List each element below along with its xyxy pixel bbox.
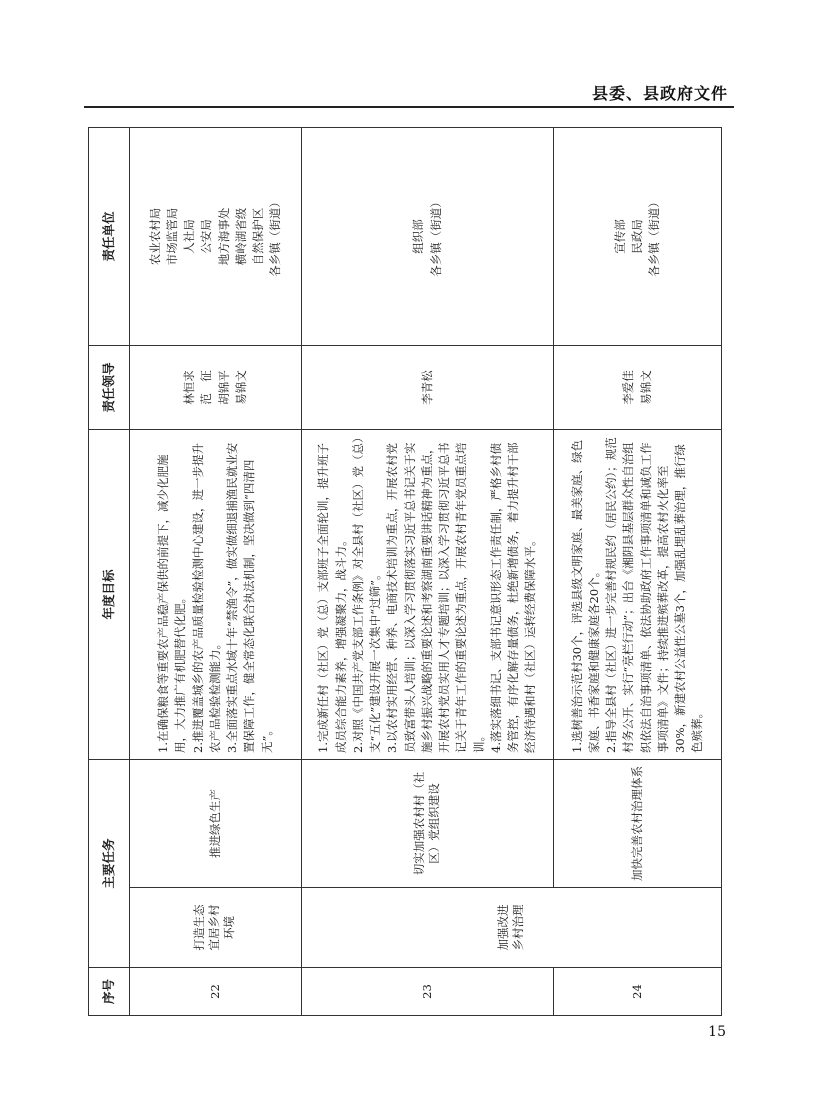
table-rotation-frame [88, 128, 720, 1016]
task-text: 加快完善农村治理体系 [629, 766, 644, 881]
dept-name: 人社局 [182, 219, 196, 254]
task-table [88, 127, 722, 1016]
dept-name: 各乡镇（街道） [268, 196, 283, 277]
table-header-row [89, 127, 130, 1015]
header-divider [84, 106, 734, 108]
row-goals [130, 429, 302, 759]
leader-name: 胡锦平 [216, 370, 231, 405]
goal-item: 2.对照《中国共产党支部工作条例》对全县村（社区）党（总）支“五化”建设开展一次集中“过筛”。 [350, 437, 383, 753]
leader-name: 李青松 [419, 370, 434, 405]
row-leaders [302, 345, 554, 429]
header-no: 序号 [89, 968, 130, 1016]
header-goal: 年度目标 [89, 429, 130, 759]
dept-name: 市场监管局 [164, 207, 179, 266]
row-number: 24 [554, 968, 722, 1016]
row-departments [130, 127, 302, 345]
row-task [302, 759, 554, 887]
dept-name: 自然保护区 [251, 207, 265, 266]
category-text: 加强改进乡村治理 [495, 904, 525, 951]
goal-item: 2.推进覆盖城乡的农产品质量检验检测中心建设，进一步提升农产品检验检测能力。 [190, 443, 222, 753]
leader-name: 易锦文 [233, 370, 248, 405]
table-row [554, 127, 722, 1015]
dept-name: 各乡镇（街道） [647, 196, 662, 277]
row-number: 22 [130, 968, 302, 1016]
dept-name: 宣传部 [612, 219, 627, 254]
row-goals [554, 429, 722, 759]
row-leaders [554, 345, 722, 429]
page-number: 15 [708, 1024, 726, 1040]
leader-name: 林恒求 [182, 370, 196, 405]
goal-item: 1.选树善治示范村30个，评选县级文明家庭、最美家庭、绿色家庭、书香家庭和健康家庭各20个。 [569, 439, 601, 753]
row-number: 23 [302, 968, 554, 1016]
goal-item: 3.全面落实重点水域十年“禁渔令”，做实做细退捕渔民就业安置保障工作，健全常态化联合执法机制，坚决做到“四清四无”。 [225, 442, 274, 753]
row-departments [302, 127, 554, 345]
rotated-table-container [88, 128, 720, 1016]
leader-name: 李爱佳 [621, 370, 636, 405]
table-row [130, 127, 302, 1015]
row-task [554, 759, 722, 887]
dept-name: 民政局 [629, 219, 644, 254]
header-task: 主要任务 [89, 759, 130, 967]
category-text: 打造生态宜居乡村环境 [192, 904, 237, 951]
goal-item: 1.完成新任村（社区）党（总）支部班子全面轮训，提升班子成员综合能力素养，增强凝聚力，战斗力。 [316, 443, 348, 753]
dept-name: 各乡镇（街道） [428, 196, 443, 277]
header-dept: 责任单位 [89, 127, 130, 345]
row-category [302, 888, 722, 968]
row-goals [302, 429, 554, 759]
goal-item: 2.指导全县村（社区）进一步完善村规民约（居民公约）；规范村务公开、实行“亮栏行动”；出台《湘阴县基层群众性自治组织依法自治事项清单、依法协助政府工作事项清单和减负工作事项清单》文件；持续推进殡葬改革，提高农村火化率至30%，新建农村公益性公墓3个，加强乱埋乱葬治理，推行绿色殡葬。 [604, 437, 705, 753]
dept-name: 农业农村局 [147, 207, 162, 266]
row-leaders [130, 345, 302, 429]
goal-item: 1.在确保粮食等重要农产品稳产保供的前提下，减少化肥施用，大力推广有机肥替代化肥。 [156, 454, 188, 753]
goal-item: 4.落实落细书记、支部书记意识形态工作责任制，严格乡村债务管控，有序化解存量债务，杜绝新增债务，着力提升村干部经济待遇和村（社区）运转经费保障水平。 [488, 442, 538, 753]
dept-name: 组织部 [411, 219, 426, 254]
row-category [130, 888, 302, 968]
goal-item: 3.以农村实用经营、种养、电商技术培训为重点，开展农村党员致富带头人培训；以深入学习贯彻落实习近平总书记关于实施乡村振兴战略的重要论述和考察湖南重要讲话精神为重点，开展农村党员实用人才专题培训；以深入学习贯彻习近平总书记关于青年工作的重要论述为重点，开展农村青年党员重点培训。 [385, 442, 486, 753]
dept-name: 公安局 [199, 219, 214, 254]
row-task [130, 759, 302, 887]
leader-name: 易锦文 [638, 370, 653, 405]
table-row [302, 127, 554, 1015]
dept-name: 横岭湖省级 [233, 207, 248, 266]
task-text: 切实加强农村村（社区）党组织建设 [411, 771, 441, 876]
task-text: 推进绿色生产 [207, 789, 222, 858]
dept-name: 地方海事处 [216, 207, 231, 266]
document-header-title: 县委、县政府文件 [591, 84, 728, 103]
leader-name: 范 征 [199, 370, 214, 405]
header-leader: 责任领导 [89, 345, 130, 429]
row-departments [554, 127, 722, 345]
